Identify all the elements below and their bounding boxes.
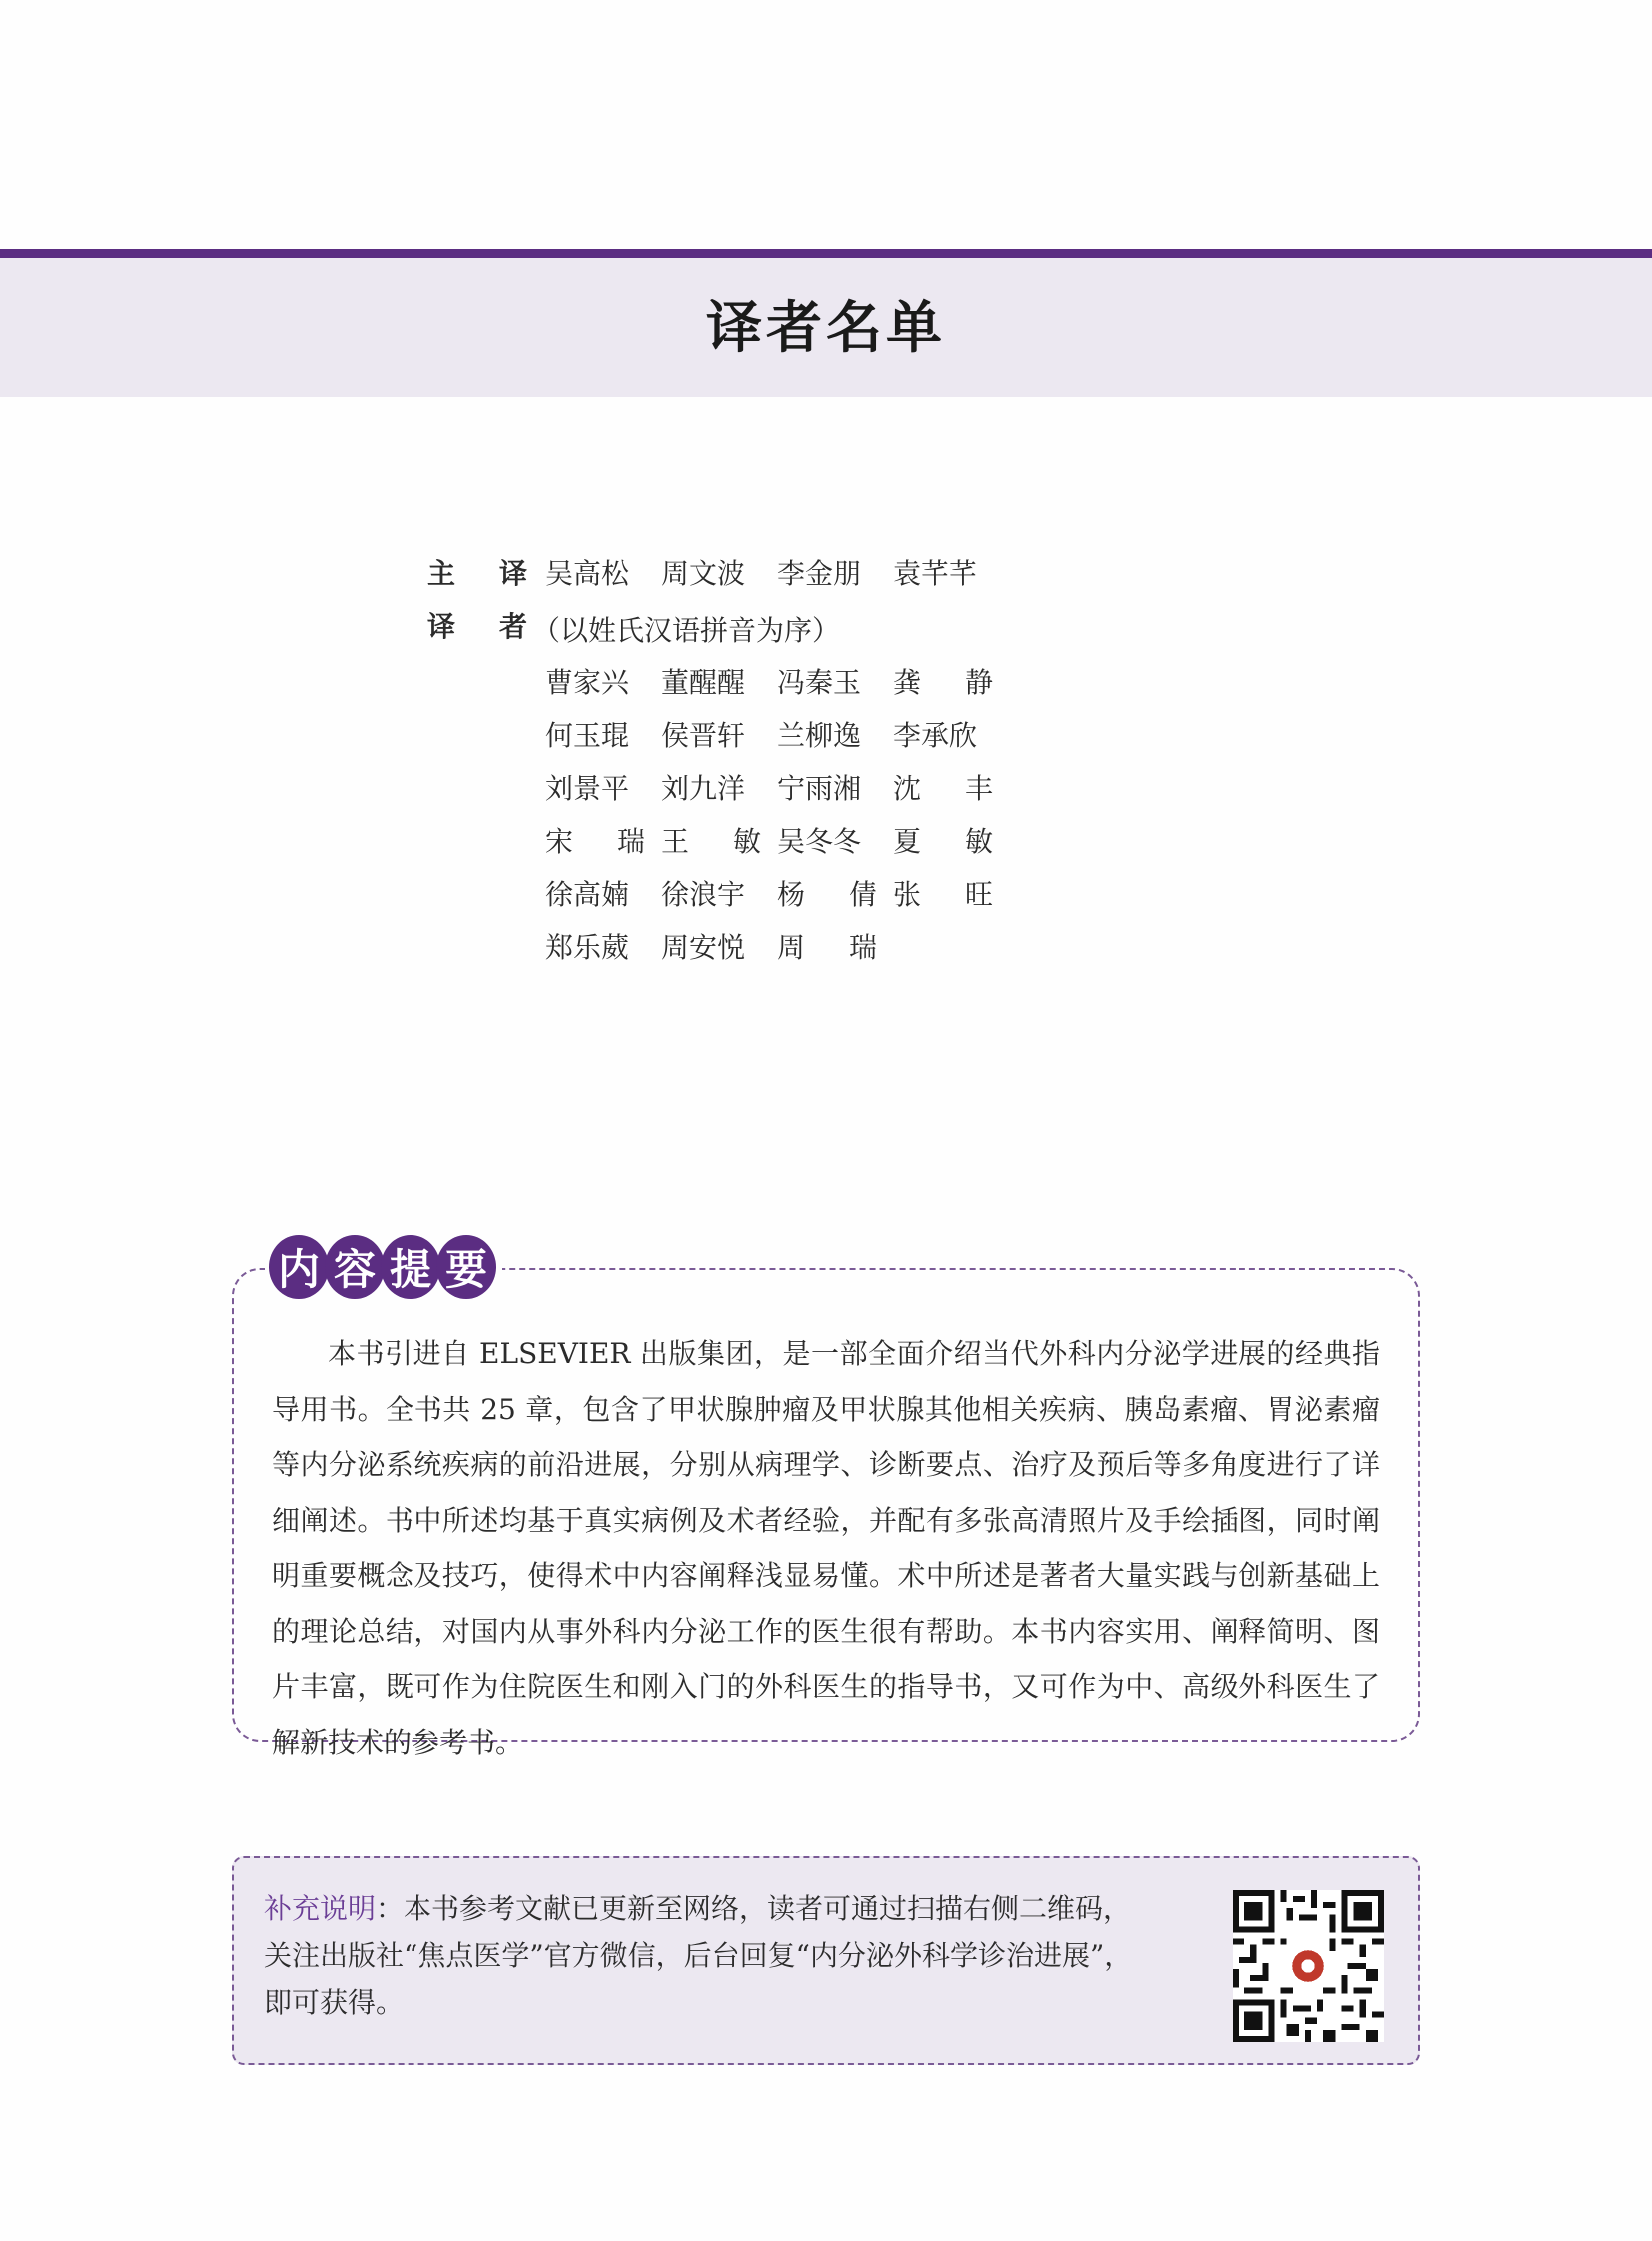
translator-name: 吴高松 [545, 557, 630, 590]
name-part: 敏 [732, 825, 761, 858]
supplement-line: 关注出版社“焦点医学”官方微信，后台回复“内分泌外科学诊治进展”， [264, 1939, 1133, 1972]
label-char: 译 [427, 610, 456, 643]
name-part: 夏 [893, 825, 922, 858]
order-note: （以姓氏汉语拼音为序） [532, 614, 841, 647]
translator-name: 曹家兴 [545, 666, 630, 699]
translator-name [777, 926, 877, 966]
supplement-line: 即可获得。 [264, 1986, 405, 2019]
summary-text: 本书引进自 ELSEVIER 出版集团，是一部全面介绍当代外科内分泌学进展的经典指导用书。全书共 25 章，包含了甲状腺肿瘤及甲状腺其他相关疾病、胰岛素瘤、胃泌素瘤等内分泌系统疾病的前沿进展，分别从病理学、诊断要点、治疗及预后等多角度进行了详细阐述。书中所述均基于真实病例及术者经验，并配有多张高清照片及手绘插图，同时阐明重要概念及技巧，使得术中内容阐释浅显易懂。术中所述是著者大量实践与创新基础上的理论总结，对国内从事外科内分泌工作的医生很有帮助。本书内容实用、阐释简明、图片丰富，既可作为住院医生和刚入门的外科医生的指导书，又可作为中、高级外科医生了解新技术的参考书。 [272, 1337, 1380, 1759]
name-part: 瑞 [616, 825, 645, 858]
name-part: 旺 [964, 878, 993, 911]
translator-name [893, 820, 993, 860]
translator-name: 冯秦玉 [777, 666, 862, 699]
translator-name: 徐浪宇 [661, 878, 746, 911]
name-part: 王 [661, 825, 690, 858]
name-part: 宋 [545, 825, 574, 858]
page-title: 译者名单 [706, 295, 946, 361]
translator-name: 兰柳逸 [777, 719, 862, 752]
translator-name: 吴冬冬 [777, 825, 862, 858]
supplement-line: ：本书参考文献已更新至网络，读者可通过扫描右侧二维码， [376, 1892, 1132, 1925]
chief-translator-label [427, 552, 527, 592]
translator-name: 李承欣 [893, 719, 978, 752]
translator-name [661, 820, 761, 860]
label-char: 译 [498, 557, 527, 590]
name-part: 杨 [777, 878, 806, 911]
name-part: 周 [777, 931, 806, 964]
name-part: 静 [964, 666, 993, 699]
name-part: 丰 [964, 772, 993, 805]
summary-tag-char: 容 [325, 1235, 385, 1299]
translator-name: 郑乐葳 [545, 931, 630, 964]
name-part: 龚 [893, 666, 922, 699]
supplement-label: 补充说明 [264, 1892, 377, 1925]
name-part: 张 [893, 878, 922, 911]
supplement-text [264, 1885, 1193, 2026]
name-part: 倩 [848, 878, 877, 911]
translator-name: 刘景平 [545, 772, 630, 805]
translator-name: 周文波 [661, 557, 746, 590]
name-part: 沈 [893, 772, 922, 805]
translator-name: 徐高婻 [545, 878, 630, 911]
label-char: 主 [427, 557, 456, 590]
summary-tag-char: 内 [269, 1235, 329, 1299]
translator-name: 李金朋 [777, 557, 862, 590]
translator-name: 周安悦 [661, 931, 746, 964]
translator-name [545, 820, 645, 860]
translator-name: 何玉琨 [545, 719, 630, 752]
translator-name [893, 661, 993, 701]
translators-label [427, 605, 527, 645]
translator-name [893, 767, 993, 807]
translator-name: 侯晋轩 [661, 719, 746, 752]
name-part: 敏 [964, 825, 993, 858]
translator-name: 宁雨湘 [777, 772, 862, 805]
translator-name: 袁芊芊 [893, 557, 978, 590]
label-char: 者 [498, 610, 527, 643]
translator-name: 刘九洋 [661, 772, 746, 805]
translator-name [777, 873, 877, 913]
summary-tag-char: 要 [436, 1235, 496, 1299]
translator-name: 董醒醒 [661, 666, 746, 699]
name-part: 瑞 [848, 931, 877, 964]
translator-name [893, 873, 993, 913]
summary-tag [265, 1232, 502, 1302]
summary-tag-char: 提 [381, 1235, 440, 1299]
qr-code-icon[interactable] [1233, 1890, 1384, 2042]
header-rule [0, 249, 1652, 258]
